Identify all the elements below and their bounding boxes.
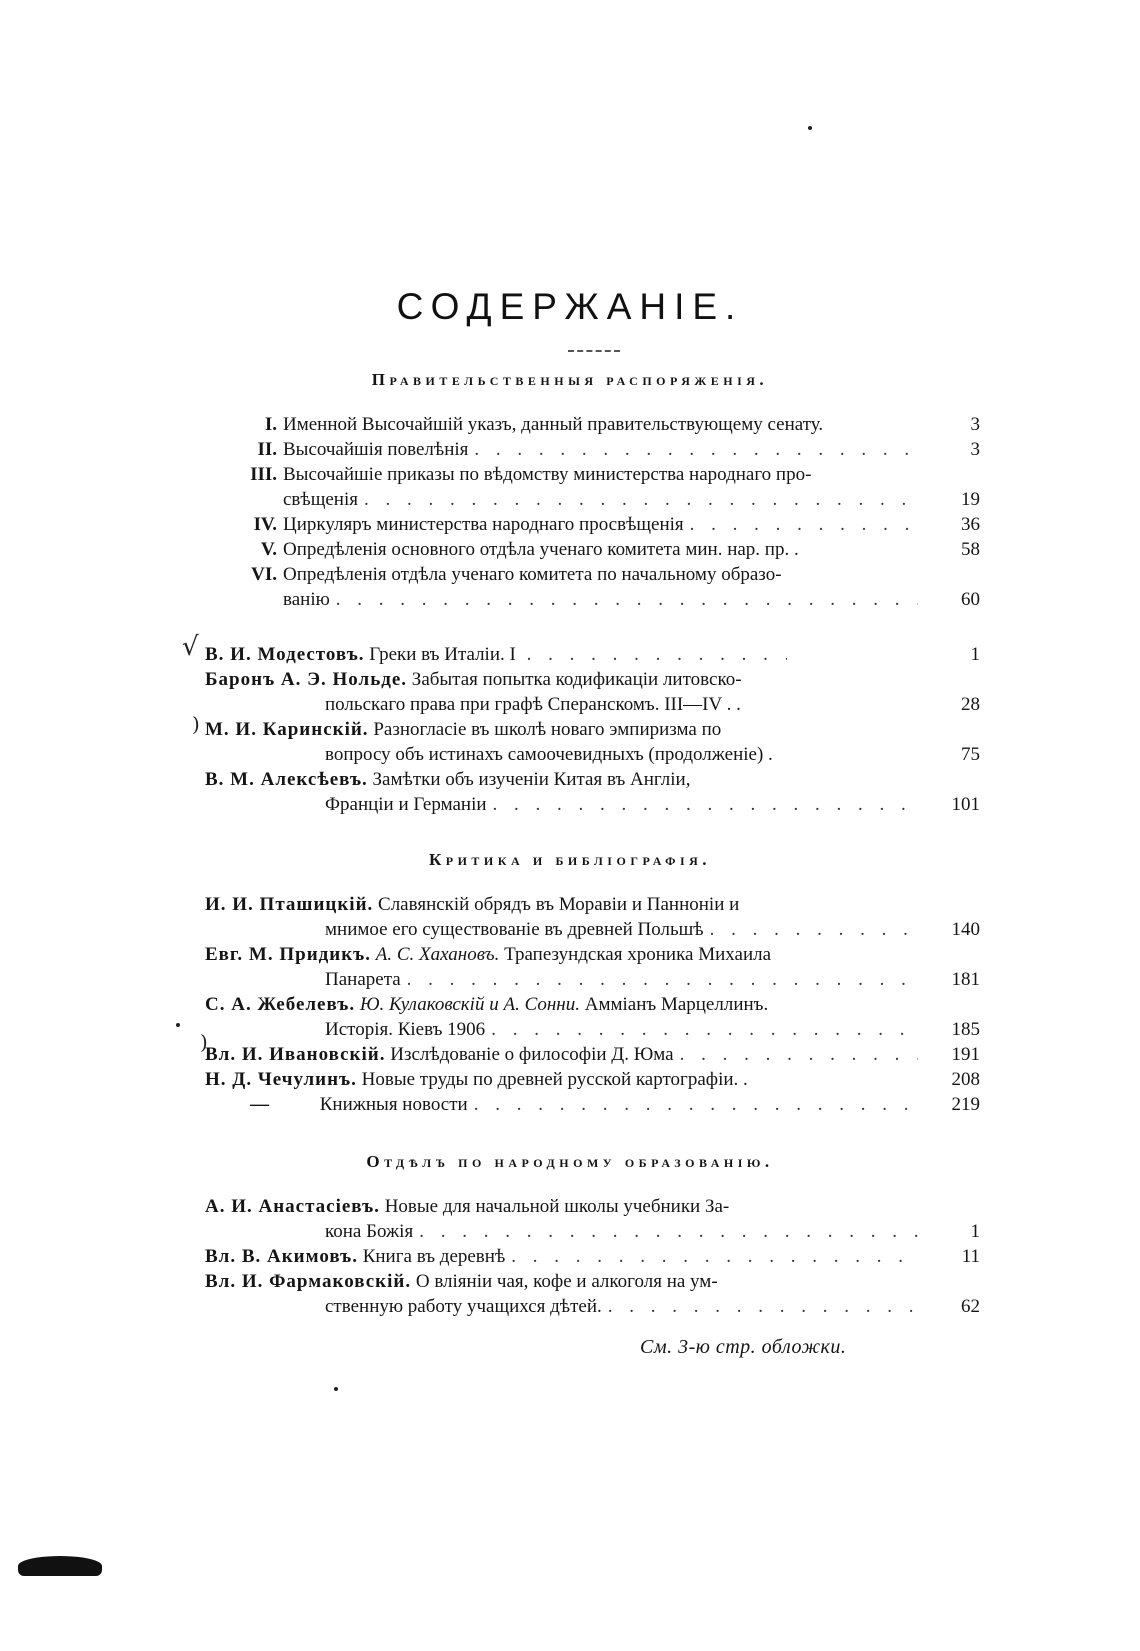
review-entry: И. И. Пташицкій. Славянскій обрядъ въ Моравіи и Панноніи и мнимое его существованіе въ древней Польшѣ . . . 140 xyxy=(205,892,980,942)
review-entry: — Книжныя новости . . . 219 xyxy=(205,1092,980,1117)
author-name: С. А. Жебелевъ. xyxy=(205,994,356,1015)
page-number: 58 xyxy=(961,539,980,560)
page-number: 1 xyxy=(970,1221,980,1242)
author-name: Баронъ А. Э. Нольде. xyxy=(205,669,408,690)
handwritten-bracket-mark: ) xyxy=(200,1030,208,1054)
toc-entry-continued: ванію . . . 60 xyxy=(205,587,980,612)
page-number: 60 xyxy=(961,589,980,610)
scan-speck xyxy=(334,1387,338,1391)
section-heading-government: Правительственныя распоряженія. xyxy=(371,370,769,389)
section-heading-critique: Критика и библіографія. xyxy=(428,850,712,869)
toc-entry: V. Опредѣленія основного отдѣла ученаго комитета мин. нар. пр. . 58 xyxy=(260,539,980,560)
toc-entry-continued: свѣщенія . . . 19 xyxy=(205,487,980,512)
education-entry: А. И. Анастасіевъ. Новые для начальной школы учебники За- кона Божія . . . 1 xyxy=(205,1194,980,1244)
toc-entry: III. Высочайшіе приказы по вѣдомству министерства народнаго про- xyxy=(250,464,812,485)
review-entry: Н. Д. Чечулинъ. Новые труды по древней русской картографіи. . 208 xyxy=(205,1069,980,1090)
author-name: В. И. Модестовъ. xyxy=(205,644,365,665)
title-divider xyxy=(568,350,620,352)
page-number: 140 xyxy=(951,919,980,940)
education-entry: Вл. В. Акимовъ. Книга въ деревнѣ . . . 11 xyxy=(205,1244,980,1269)
education-entry: Вл. И. Фармаковскій. О вліяніи чая, кофе и алкоголя на ум- ственную работу учащихся дѣтей. . . . 62 xyxy=(205,1269,980,1319)
reviewed-author: Ю. Кулаковскій и А. Сонни. xyxy=(359,994,580,1015)
handwritten-bracket-mark: ) xyxy=(192,712,200,736)
page-number: 36 xyxy=(961,514,980,535)
handwritten-check-mark: √ xyxy=(182,632,199,662)
page-number: 208 xyxy=(951,1069,980,1090)
article-entry: Баронъ А. Э. Нольде. Забытая попытка кодификаціи литовско- польскаго права при графѣ Сперанскомъ. III—IV . . 28 xyxy=(205,669,980,715)
toc-entry: I. Именной Высочайшій указъ, данный правительствующему сенату. 3 xyxy=(264,414,980,435)
page-number: 11 xyxy=(961,1246,980,1267)
section-heading-education: Отдѣлъ по народному образованію. xyxy=(366,1152,774,1171)
review-entry: С. А. Жебелевъ. Ю. Кулаковскій и А. Сонни. Аммiанъ Марцеллинъ. Исторія. Кіевъ 1906 . . . 185 xyxy=(205,992,980,1042)
page-number: 62 xyxy=(961,1296,980,1317)
page-title: СОДЕРЖАНІЕ. xyxy=(396,286,744,327)
page-number: 191 xyxy=(951,1044,980,1065)
review-entry: Евг. М. Придикъ. А. С. Хахановъ. Трапезундская хроника Михаила Панарета . . . 181 xyxy=(205,942,980,992)
page-number: 1 xyxy=(970,644,980,665)
page-number: 19 xyxy=(961,489,980,510)
toc-entry: II. Высочайшія повелѣнія . . . 3 xyxy=(205,437,980,462)
page-number: 185 xyxy=(951,1019,980,1040)
article-entry: В. И. Модестовъ. Греки въ Италіи. I . . . 1 xyxy=(205,642,980,667)
cover-reference-note: См. 3-ю стр. обложки. xyxy=(640,1336,847,1358)
scan-speck xyxy=(808,126,812,130)
author-dash: — xyxy=(250,1094,270,1115)
author-name: М. И. Каринскій. xyxy=(205,719,369,740)
author-name: А. И. Анастасіевъ. xyxy=(205,1196,380,1217)
page-number: 3 xyxy=(970,414,980,435)
page-number: 75 xyxy=(961,744,980,765)
page-number: 219 xyxy=(951,1094,980,1115)
page-number: 181 xyxy=(951,969,980,990)
author-name: В. М. Алексѣевъ. xyxy=(205,769,368,790)
author-name: И. И. Пташицкій. xyxy=(205,894,374,915)
toc-entry: IV. Циркуляръ министерства народнаго просвѣщенія . . . 36 xyxy=(205,512,980,537)
page-number: 101 xyxy=(951,794,980,815)
review-entry: Вл. И. Ивановскій. Изслѣдованіе о философіи Д. Юма . . . 191 xyxy=(205,1042,980,1067)
page-number: 3 xyxy=(970,439,980,460)
scan-blot xyxy=(18,1556,102,1576)
author-name: Вл. И. Ивановскій. xyxy=(205,1044,386,1065)
toc-entry: VI. Опредѣленія отдѣла ученаго комитета по начальному образо- xyxy=(251,564,782,585)
reviewed-author: А. С. Хахановъ. xyxy=(375,944,500,965)
page-number: 28 xyxy=(961,694,980,715)
author-name: Вл. И. Фармаковскій. xyxy=(205,1271,412,1292)
scan-speck xyxy=(176,1023,180,1027)
author-name: Н. Д. Чечулинъ. xyxy=(205,1069,357,1090)
author-name: Вл. В. Акимовъ. xyxy=(205,1246,358,1267)
article-entry: М. И. Каринскій. Разногласіе въ школѣ новаго эмпиризма по вопросу объ истинахъ самоочевидныхъ (продолженіе) . 75 xyxy=(205,719,980,765)
author-name: Евг. М. Придикъ. xyxy=(205,944,371,965)
article-entry: В. М. Алексѣевъ. Замѣтки объ изученіи Китая въ Англіи, Франціи и Германіи . . . 101 xyxy=(205,767,980,817)
